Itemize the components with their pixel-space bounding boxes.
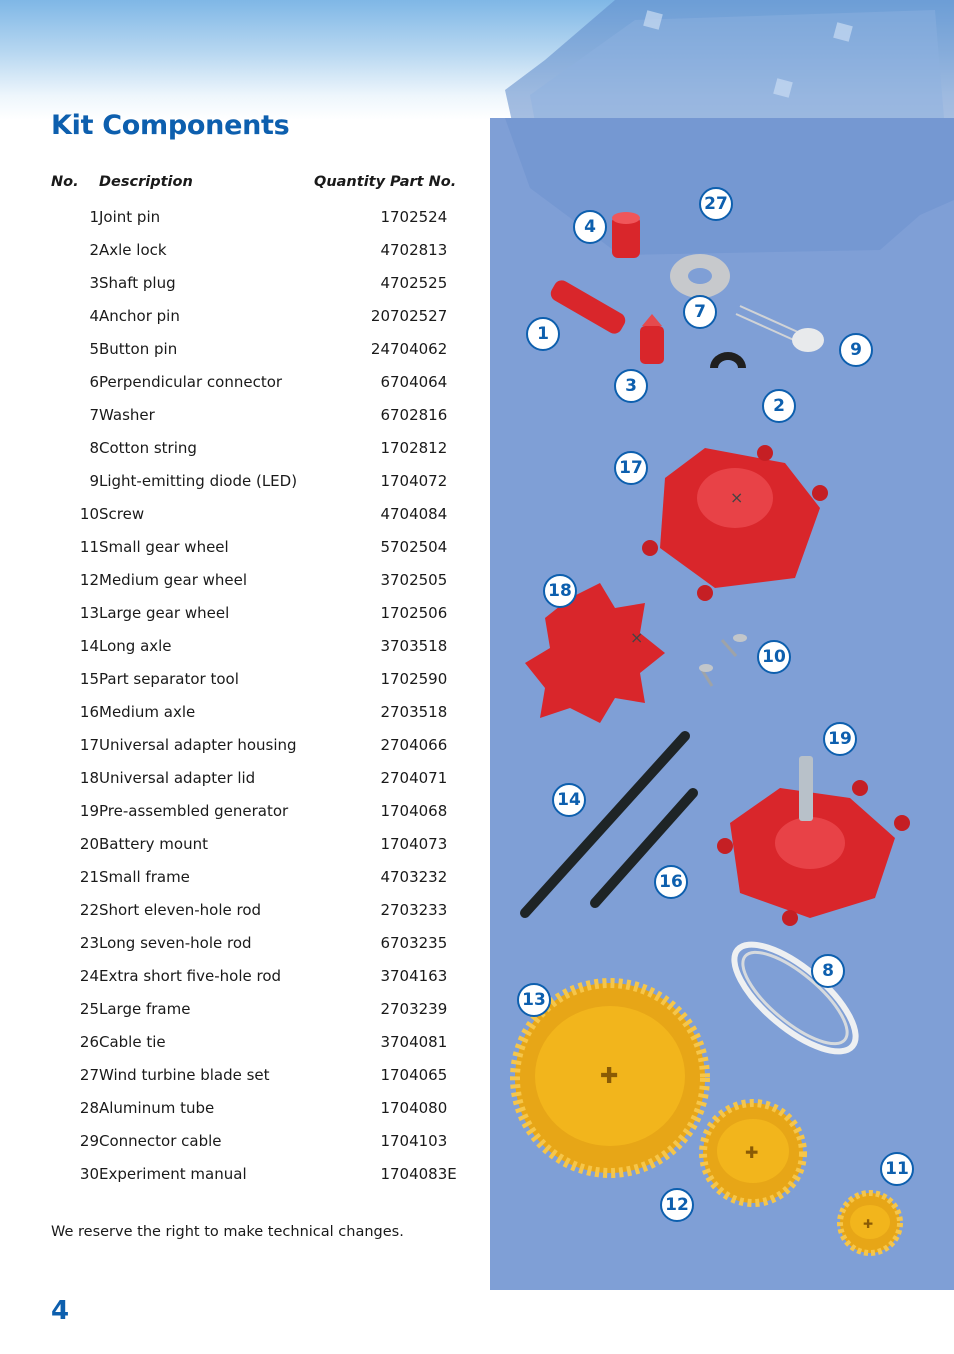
cell-description: Axle lock	[99, 240, 167, 259]
cell-part-no: 704081	[390, 1032, 448, 1051]
table-row	[51, 1124, 460, 1157]
table-row	[51, 629, 460, 662]
cell-description: Pre-assembled generator	[99, 801, 289, 820]
cell-quantity: 6	[380, 405, 390, 424]
cell-no: 7	[89, 405, 99, 424]
table-row	[51, 1091, 460, 1124]
table-row	[51, 827, 460, 860]
cell-no: 19	[79, 801, 99, 820]
svg-text:×: ×	[730, 488, 744, 507]
cell-no: 25	[79, 999, 99, 1018]
cell-part-no: 704080	[390, 1098, 448, 1117]
cell-no: 15	[79, 669, 99, 688]
cell-quantity: 3	[380, 636, 390, 655]
cell-no: 4	[89, 306, 99, 325]
table-row	[51, 794, 460, 827]
small-gear-image	[840, 1193, 900, 1253]
medium-gear-image	[703, 1103, 803, 1203]
cell-quantity: 1	[380, 834, 390, 853]
cell-quantity: 1	[380, 207, 390, 226]
cell-part-no: 702505	[390, 570, 448, 589]
cell-description: Cotton string	[99, 438, 197, 457]
kit-components-table	[51, 168, 460, 1190]
cell-part-no: 703233	[390, 900, 448, 919]
cell-description: Battery mount	[99, 834, 208, 853]
table-row	[51, 662, 460, 695]
cell-no: 23	[79, 933, 99, 952]
svg-text:✚: ✚	[863, 1217, 874, 1231]
cell-quantity: 3	[380, 966, 390, 985]
table-row	[51, 761, 460, 794]
cell-description: Long axle	[99, 636, 172, 655]
cell-quantity: 1	[380, 438, 390, 457]
cell-description: Medium axle	[99, 702, 196, 721]
callout-12: 12	[660, 1188, 694, 1222]
washer-image	[670, 254, 730, 298]
table-row	[51, 926, 460, 959]
table-row	[51, 596, 460, 629]
cell-part-no: 702813	[390, 240, 448, 259]
table-row	[51, 332, 460, 365]
cell-quantity: 4	[380, 867, 390, 886]
cell-description: Washer	[99, 405, 155, 424]
cell-description: Screw	[99, 504, 145, 523]
cell-description: Medium gear wheel	[99, 570, 248, 589]
cell-quantity: 1	[380, 603, 390, 622]
callout-8: 8	[811, 954, 845, 988]
cell-quantity: 3	[380, 570, 390, 589]
cell-no: 16	[79, 702, 99, 721]
svg-text:✚: ✚	[745, 1143, 759, 1162]
cell-quantity: 2	[380, 768, 390, 787]
cell-part-no: 704068	[390, 801, 448, 820]
cell-no: 5	[89, 339, 99, 358]
adapter-housing-image	[642, 445, 828, 601]
cell-description: Long seven-hole rod	[99, 933, 252, 952]
callout-16: 16	[654, 865, 688, 899]
cell-no: 6	[89, 372, 99, 391]
cell-description: Button pin	[99, 339, 178, 358]
cell-part-no: 702527	[390, 306, 448, 325]
cell-part-no: 704062	[390, 339, 448, 358]
callout-19: 19	[823, 722, 857, 756]
cell-part-no: 702504	[390, 537, 448, 556]
adapter-lid-image	[525, 583, 665, 723]
cell-no: 10	[79, 504, 99, 523]
cell-quantity: 5	[380, 537, 390, 556]
table-row	[51, 365, 460, 398]
cell-part-no: 704071	[390, 768, 448, 787]
cell-part-no: 703235	[390, 933, 448, 952]
table-row	[51, 1025, 460, 1058]
cell-no: 14	[79, 636, 99, 655]
table-row	[51, 1157, 460, 1190]
axle-lock-image	[710, 352, 746, 368]
cell-quantity: 3	[380, 1032, 390, 1051]
cell-part-no: 704103	[390, 1131, 448, 1150]
cell-part-no: 703239	[390, 999, 448, 1018]
table-row	[51, 497, 460, 530]
cell-description: Connector cable	[99, 1131, 222, 1150]
cell-part-no: 702525	[390, 273, 448, 292]
table-row	[51, 464, 460, 497]
cell-quantity: 2	[380, 999, 390, 1018]
led-image	[736, 306, 824, 352]
cell-description: Large frame	[99, 999, 191, 1018]
table-row	[51, 563, 460, 596]
cell-part-no: 704083E	[390, 1164, 457, 1183]
cell-quantity: 4	[380, 240, 390, 259]
table-row	[51, 530, 460, 563]
cell-quantity: 1	[380, 1065, 390, 1084]
callout-13: 13	[517, 983, 551, 1017]
cell-part-no: 703518	[390, 636, 448, 655]
table-row	[51, 233, 460, 266]
cell-no: 11	[79, 537, 99, 556]
cell-part-no: 703518	[390, 702, 448, 721]
cell-description: Universal adapter lid	[99, 768, 256, 787]
table-row	[51, 992, 460, 1025]
callout-10: 10	[757, 640, 791, 674]
cell-part-no: 704073	[390, 834, 448, 853]
cell-description: Perpendicular connector	[99, 372, 283, 391]
table-row	[51, 1058, 460, 1091]
cell-no: 30	[79, 1164, 99, 1183]
cell-no: 26	[79, 1032, 99, 1051]
cell-quantity: 2	[380, 702, 390, 721]
cell-description: Small frame	[99, 867, 190, 886]
cell-no: 8	[89, 438, 99, 457]
cell-no: 29	[79, 1131, 99, 1150]
cell-quantity: 6	[380, 933, 390, 952]
cell-part-no: 704066	[390, 735, 448, 754]
cell-description: Light-emitting diode (LED)	[99, 471, 298, 490]
svg-text:×: ×	[630, 628, 644, 647]
cell-no: 2	[89, 240, 99, 259]
table-row	[51, 959, 460, 992]
header-quantity: Quantity	[314, 174, 386, 190]
cell-part-no: 702524	[390, 207, 448, 226]
header-no: No.	[51, 174, 79, 190]
callout-3: 3	[614, 369, 648, 403]
generator-image	[717, 756, 910, 926]
cell-description: Shaft plug	[99, 273, 176, 292]
cell-part-no: 704065	[390, 1065, 448, 1084]
cell-no: 20	[79, 834, 99, 853]
cell-description: Cable tie	[99, 1032, 166, 1051]
table-row	[51, 431, 460, 464]
cell-no: 1	[89, 207, 99, 226]
callout-14: 14	[552, 783, 586, 817]
table-body	[51, 200, 460, 1190]
cell-description: Part separator tool	[99, 669, 239, 688]
callout-9: 9	[839, 333, 873, 367]
cell-no: 9	[89, 471, 99, 490]
callout-18: 18	[543, 574, 577, 608]
cell-no: 18	[79, 768, 99, 787]
cell-no: 22	[79, 900, 99, 919]
cell-no: 21	[79, 867, 99, 886]
cell-no: 24	[79, 966, 99, 985]
cell-description: Large gear wheel	[99, 603, 230, 622]
cell-description: Aluminum tube	[99, 1098, 215, 1117]
joint-pin-image	[548, 277, 628, 336]
cell-quantity: 1	[380, 801, 390, 820]
cell-quantity: 1	[380, 1131, 390, 1150]
svg-text:✚: ✚	[600, 1064, 619, 1089]
cell-description: Short eleven-hole rod	[99, 900, 262, 919]
cell-quantity: 1	[380, 471, 390, 490]
callout-7: 7	[683, 295, 717, 329]
cell-quantity: 24	[370, 339, 390, 358]
cell-part-no: 703232	[390, 867, 448, 886]
cell-part-no: 704163	[390, 966, 448, 985]
cell-quantity: 1	[380, 1098, 390, 1117]
cell-part-no: 704064	[390, 372, 448, 391]
table-row	[51, 200, 460, 233]
cell-part-no: 702590	[390, 669, 448, 688]
callout-11: 11	[880, 1152, 914, 1186]
cell-description: Wind turbine blade set	[99, 1065, 270, 1084]
cell-part-no: 702506	[390, 603, 448, 622]
shaft-plug-image	[640, 314, 664, 364]
screws-image	[699, 634, 747, 686]
callout-1: 1	[526, 317, 560, 351]
cell-description: Anchor pin	[99, 306, 180, 325]
callout-17: 17	[614, 451, 648, 485]
disclaimer-note: We reserve the right to make technical changes.	[51, 1224, 404, 1240]
page-number: 4	[51, 1296, 70, 1326]
page-title: Kit Components	[51, 110, 290, 141]
table-row	[51, 695, 460, 728]
cell-description: Universal adapter housing	[99, 735, 297, 754]
cell-part-no: 704084	[390, 504, 448, 523]
cell-quantity: 2	[380, 900, 390, 919]
cell-description: Experiment manual	[99, 1164, 247, 1183]
callout-27: 27	[699, 187, 733, 221]
cell-description: Small gear wheel	[99, 537, 229, 556]
cell-description: Joint pin	[99, 207, 161, 226]
cell-description: Extra short five-hole rod	[99, 966, 282, 985]
header-part-no: Part No.	[390, 174, 457, 190]
parts-illustration	[490, 118, 954, 1290]
anchor-pin-image	[612, 212, 640, 258]
table-header-row	[51, 168, 460, 200]
cell-no: 17	[79, 735, 99, 754]
callout-2: 2	[762, 389, 796, 423]
cell-quantity: 1	[380, 1164, 390, 1183]
cell-no: 12	[79, 570, 99, 589]
callout-4: 4	[573, 210, 607, 244]
table-row	[51, 893, 460, 926]
header-description: Description	[99, 174, 193, 190]
cell-quantity: 6	[380, 372, 390, 391]
table-row	[51, 299, 460, 332]
table-row	[51, 266, 460, 299]
cotton-string-image	[718, 927, 871, 1069]
cell-part-no: 702812	[390, 438, 448, 457]
cell-no: 13	[79, 603, 99, 622]
cell-quantity: 20	[370, 306, 390, 325]
cell-quantity: 4	[380, 273, 390, 292]
cell-no: 27	[79, 1065, 99, 1084]
cell-quantity: 2	[380, 735, 390, 754]
table-row	[51, 398, 460, 431]
cell-no: 28	[79, 1098, 99, 1117]
table-row	[51, 860, 460, 893]
table-row	[51, 728, 460, 761]
cell-quantity: 1	[380, 669, 390, 688]
cell-quantity: 4	[380, 504, 390, 523]
cell-part-no: 704072	[390, 471, 448, 490]
cell-part-no: 702816	[390, 405, 448, 424]
cell-no: 3	[89, 273, 99, 292]
